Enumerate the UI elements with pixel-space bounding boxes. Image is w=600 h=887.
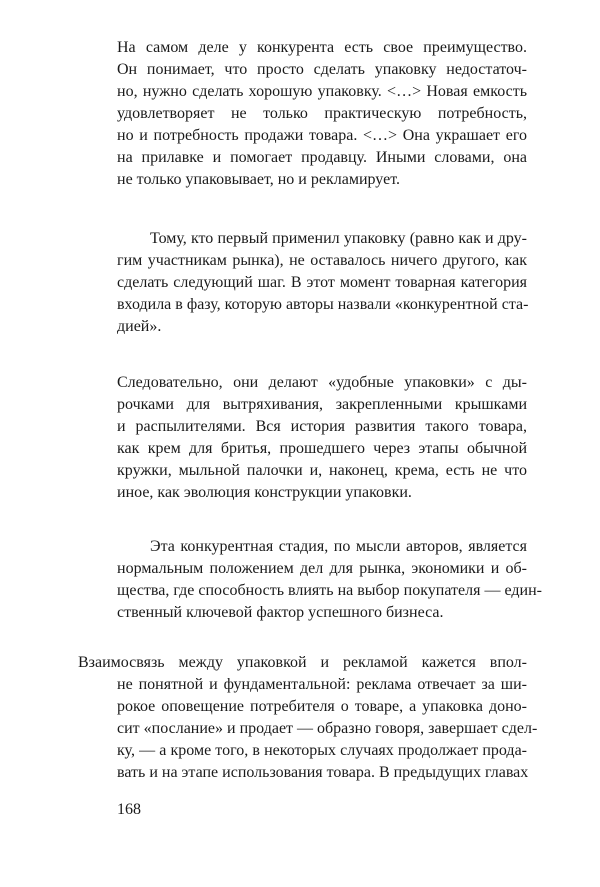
quote-paragraph-4 [117, 536, 542, 624]
text-line: Эта конкурентная стадия, по мысли авторов, является [150, 538, 527, 555]
text-line: рокое оповещение потребителя о товаре, а упаковка доно- [117, 698, 527, 715]
text-line: удовлетворяет не только практическую потребность, [117, 105, 527, 122]
text-line: и распылителями. Вся история развития такого товара, [117, 418, 527, 435]
text-line: сит «послание» и продает — образно говоря, завершает сдел- [117, 720, 538, 737]
text-line: дией». [117, 318, 162, 335]
text-line: не понятной и фундаментальной: реклама отвечает за ши- [117, 676, 527, 693]
text-line: как крем для бритья, прошедшего через этапы обычной [117, 440, 527, 457]
page-number: 168 [117, 801, 141, 818]
text-line: щества, где способность влиять на выбор покупателя — един- [117, 582, 542, 599]
text-line: входила в фазу, которую авторы назвали «конкурентной ста- [117, 296, 529, 313]
text-line: Он понимает, что просто сделать упаковку недостаточ- [117, 61, 527, 78]
quote-paragraph-1 [117, 37, 527, 191]
text-line: ственный ключевой фактор успешного бизнеса. [117, 604, 444, 621]
text-line: иное, как эволюция конструкции упаковки. [117, 484, 412, 501]
text-line: Взаимосвязь между упаковкой и рекламой кажется впол- [78, 654, 527, 671]
text-line: кружки, мыльной палочки и, наконец, крема, есть не что [117, 462, 527, 479]
text-line: сделать следующий шаг. В этот момент товарная категория [117, 274, 527, 291]
body-paragraph [78, 652, 538, 784]
text-line: на прилавке и помогает продавцу. Иными словами, она [117, 149, 527, 166]
text-line: рочками для вытряхивания, закрепленными крышками [117, 396, 527, 413]
text-line: не только упаковывает, но и рекламирует. [117, 171, 400, 188]
quote-paragraph-2 [117, 228, 527, 338]
text-line: но, нужно сделать хорошую упаковку. <…> Новая емкость [117, 83, 527, 100]
text-line: На самом деле у конкурента есть свое преимущество. [117, 39, 527, 56]
text-line: гим участникам рынка), не оставалось ничего другого, как [117, 252, 527, 269]
text-line: вать и на этапе использования товара. В предыдущих главах [117, 764, 529, 781]
text-line: но и потребность продажи товара. <…> Она украшает его [117, 127, 527, 144]
text-line: Следовательно, они делают «удобные упаковки» с ды- [117, 374, 527, 391]
text-line: Тому, кто первый применил упаковку (равно как и дру- [150, 230, 527, 247]
text-line: нормальным положением дел для рынка, экономики и об- [117, 560, 527, 577]
quote-paragraph-3 [117, 372, 527, 504]
text-line: ку, — а кроме того, в некоторых случаях продолжает прода- [117, 742, 527, 759]
